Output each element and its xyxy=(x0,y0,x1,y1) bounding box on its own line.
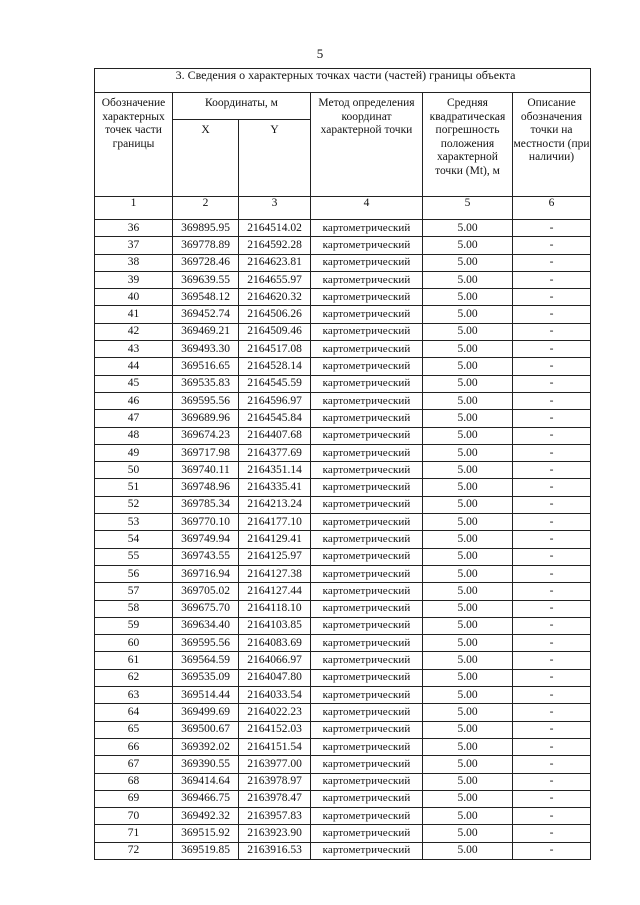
error-value: 5.00 xyxy=(423,721,513,738)
method: картометрический xyxy=(311,842,423,859)
error-value: 5.00 xyxy=(423,548,513,565)
error-value: 5.00 xyxy=(423,496,513,513)
coord-y: 2164592.28 xyxy=(239,237,311,254)
header-x: X xyxy=(173,120,239,197)
description: - xyxy=(513,687,591,704)
coord-x: 369516.65 xyxy=(173,358,239,375)
point-number: 66 xyxy=(95,738,173,755)
error-value: 5.00 xyxy=(423,669,513,686)
column-number: 5 xyxy=(423,197,513,220)
point-number: 61 xyxy=(95,652,173,669)
error-value: 5.00 xyxy=(423,652,513,669)
error-value: 5.00 xyxy=(423,271,513,288)
coord-x: 369515.92 xyxy=(173,825,239,842)
description: - xyxy=(513,652,591,669)
point-number: 62 xyxy=(95,669,173,686)
description: - xyxy=(513,531,591,548)
method: картометрический xyxy=(311,808,423,825)
table-row xyxy=(95,496,591,513)
coord-x: 369564.59 xyxy=(173,652,239,669)
coord-y: 2164066.97 xyxy=(239,652,311,669)
method: картометрический xyxy=(311,462,423,479)
column-number: 3 xyxy=(239,197,311,220)
method: картометрический xyxy=(311,410,423,427)
coord-x: 369392.02 xyxy=(173,738,239,755)
coord-y: 2164083.69 xyxy=(239,635,311,652)
column-number-row xyxy=(95,197,591,220)
table-row xyxy=(95,652,591,669)
coord-y: 2164506.26 xyxy=(239,306,311,323)
point-number: 52 xyxy=(95,496,173,513)
error-value: 5.00 xyxy=(423,773,513,790)
page-number: 5 xyxy=(316,46,324,61)
table-row xyxy=(95,289,591,306)
table-row xyxy=(95,323,591,340)
table-row xyxy=(95,237,591,254)
header-coordinates: Координаты, м xyxy=(173,93,311,120)
description: - xyxy=(513,842,591,859)
coord-x: 369414.64 xyxy=(173,773,239,790)
coord-x: 369466.75 xyxy=(173,790,239,807)
error-value: 5.00 xyxy=(423,392,513,409)
point-number: 42 xyxy=(95,323,173,340)
point-number: 36 xyxy=(95,220,173,237)
table-row xyxy=(95,773,591,790)
coord-x: 369519.85 xyxy=(173,842,239,859)
column-number: 1 xyxy=(95,197,173,220)
method: картометрический xyxy=(311,635,423,652)
point-number: 43 xyxy=(95,341,173,358)
point-number: 37 xyxy=(95,237,173,254)
table-row xyxy=(95,635,591,652)
point-number: 60 xyxy=(95,635,173,652)
description: - xyxy=(513,392,591,409)
method: картометрический xyxy=(311,237,423,254)
coord-y: 2164033.54 xyxy=(239,687,311,704)
coord-y: 2164118.10 xyxy=(239,600,311,617)
coord-y: 2164545.59 xyxy=(239,375,311,392)
coord-x: 369634.40 xyxy=(173,617,239,634)
coord-x: 369674.23 xyxy=(173,427,239,444)
coord-y: 2164103.85 xyxy=(239,617,311,634)
method: картометрический xyxy=(311,721,423,738)
coord-x: 369748.96 xyxy=(173,479,239,496)
coord-y: 2164177.10 xyxy=(239,514,311,531)
description: - xyxy=(513,410,591,427)
error-value: 5.00 xyxy=(423,427,513,444)
table-row xyxy=(95,514,591,531)
table-row xyxy=(95,220,591,237)
point-number: 72 xyxy=(95,842,173,859)
point-number: 50 xyxy=(95,462,173,479)
table-row xyxy=(95,392,591,409)
coord-x: 369452.74 xyxy=(173,306,239,323)
coord-y: 2164022.23 xyxy=(239,704,311,721)
coord-y: 2164125.97 xyxy=(239,548,311,565)
method: картометрический xyxy=(311,652,423,669)
coord-x: 369514.44 xyxy=(173,687,239,704)
method: картометрический xyxy=(311,687,423,704)
table-row xyxy=(95,600,591,617)
method: картометрический xyxy=(311,738,423,755)
description: - xyxy=(513,254,591,271)
table-row xyxy=(95,565,591,582)
column-number: 2 xyxy=(173,197,239,220)
table-row xyxy=(95,687,591,704)
table-row xyxy=(95,583,591,600)
point-number: 57 xyxy=(95,583,173,600)
coord-y: 2164407.68 xyxy=(239,427,311,444)
table-row xyxy=(95,462,591,479)
method: картометрический xyxy=(311,254,423,271)
coord-y: 2163977.00 xyxy=(239,756,311,773)
table-row xyxy=(95,531,591,548)
description: - xyxy=(513,462,591,479)
point-number: 70 xyxy=(95,808,173,825)
coord-y: 2163978.47 xyxy=(239,790,311,807)
section-title: 3. Сведения о характерных точках части (частей) границы объекта xyxy=(95,69,591,93)
coord-y: 2164335.41 xyxy=(239,479,311,496)
error-value: 5.00 xyxy=(423,306,513,323)
error-value: 5.00 xyxy=(423,583,513,600)
table-row xyxy=(95,254,591,271)
error-value: 5.00 xyxy=(423,825,513,842)
coord-x: 369675.70 xyxy=(173,600,239,617)
description: - xyxy=(513,427,591,444)
table-row xyxy=(95,375,591,392)
coord-x: 369778.89 xyxy=(173,237,239,254)
table-row xyxy=(95,669,591,686)
table-row xyxy=(95,410,591,427)
error-value: 5.00 xyxy=(423,617,513,634)
description: - xyxy=(513,323,591,340)
description: - xyxy=(513,514,591,531)
error-value: 5.00 xyxy=(423,410,513,427)
table-row xyxy=(95,738,591,755)
method: картометрический xyxy=(311,289,423,306)
description: - xyxy=(513,375,591,392)
boundary-points-table xyxy=(94,68,591,860)
error-value: 5.00 xyxy=(423,341,513,358)
coord-y: 2164213.24 xyxy=(239,496,311,513)
table-row xyxy=(95,341,591,358)
description: - xyxy=(513,721,591,738)
error-value: 5.00 xyxy=(423,375,513,392)
description: - xyxy=(513,583,591,600)
coord-y: 2164127.44 xyxy=(239,583,311,600)
point-number: 65 xyxy=(95,721,173,738)
point-number: 69 xyxy=(95,790,173,807)
point-number: 58 xyxy=(95,600,173,617)
coord-x: 369535.09 xyxy=(173,669,239,686)
method: картометрический xyxy=(311,514,423,531)
coord-y: 2164545.84 xyxy=(239,410,311,427)
coord-x: 369639.55 xyxy=(173,271,239,288)
coord-x: 369716.94 xyxy=(173,565,239,582)
description: - xyxy=(513,808,591,825)
error-value: 5.00 xyxy=(423,358,513,375)
method: картометрический xyxy=(311,306,423,323)
method: картометрический xyxy=(311,583,423,600)
table-row xyxy=(95,271,591,288)
point-number: 38 xyxy=(95,254,173,271)
coord-x: 369535.83 xyxy=(173,375,239,392)
coord-x: 369770.10 xyxy=(173,514,239,531)
point-number: 51 xyxy=(95,479,173,496)
coord-x: 369390.55 xyxy=(173,756,239,773)
description: - xyxy=(513,600,591,617)
table-row xyxy=(95,756,591,773)
coord-x: 369500.67 xyxy=(173,721,239,738)
error-value: 5.00 xyxy=(423,531,513,548)
error-value: 5.00 xyxy=(423,323,513,340)
point-number: 56 xyxy=(95,565,173,582)
method: картометрический xyxy=(311,790,423,807)
point-number: 54 xyxy=(95,531,173,548)
point-number: 40 xyxy=(95,289,173,306)
coord-y: 2164623.81 xyxy=(239,254,311,271)
description: - xyxy=(513,773,591,790)
method: картометрический xyxy=(311,220,423,237)
method: картометрический xyxy=(311,617,423,634)
point-number: 49 xyxy=(95,444,173,461)
coord-x: 369717.98 xyxy=(173,444,239,461)
description: - xyxy=(513,479,591,496)
method: картометрический xyxy=(311,444,423,461)
coord-x: 369728.46 xyxy=(173,254,239,271)
coord-y: 2164127.38 xyxy=(239,565,311,582)
error-value: 5.00 xyxy=(423,687,513,704)
table-row xyxy=(95,548,591,565)
error-value: 5.00 xyxy=(423,704,513,721)
point-number: 48 xyxy=(95,427,173,444)
coord-y: 2164655.97 xyxy=(239,271,311,288)
coord-x: 369499.69 xyxy=(173,704,239,721)
method: картометрический xyxy=(311,825,423,842)
table-row xyxy=(95,427,591,444)
description: - xyxy=(513,444,591,461)
point-number: 45 xyxy=(95,375,173,392)
error-value: 5.00 xyxy=(423,289,513,306)
description: - xyxy=(513,220,591,237)
point-number: 46 xyxy=(95,392,173,409)
coord-x: 369705.02 xyxy=(173,583,239,600)
coord-x: 369895.95 xyxy=(173,220,239,237)
coord-x: 369469.21 xyxy=(173,323,239,340)
description: - xyxy=(513,617,591,634)
point-number: 53 xyxy=(95,514,173,531)
coord-y: 2164047.80 xyxy=(239,669,311,686)
error-value: 5.00 xyxy=(423,842,513,859)
error-value: 5.00 xyxy=(423,738,513,755)
error-value: 5.00 xyxy=(423,514,513,531)
coord-x: 369493.30 xyxy=(173,341,239,358)
coord-x: 369785.34 xyxy=(173,496,239,513)
coord-y: 2164151.54 xyxy=(239,738,311,755)
description: - xyxy=(513,825,591,842)
column-number: 4 xyxy=(311,197,423,220)
method: картометрический xyxy=(311,600,423,617)
description: - xyxy=(513,565,591,582)
error-value: 5.00 xyxy=(423,220,513,237)
description: - xyxy=(513,635,591,652)
coord-y: 2164351.14 xyxy=(239,462,311,479)
method: картометрический xyxy=(311,496,423,513)
description: - xyxy=(513,496,591,513)
section-title-row xyxy=(95,69,591,93)
method: картометрический xyxy=(311,271,423,288)
table-row xyxy=(95,479,591,496)
description: - xyxy=(513,790,591,807)
point-number: 68 xyxy=(95,773,173,790)
coord-y: 2164596.97 xyxy=(239,392,311,409)
coord-y: 2164514.02 xyxy=(239,220,311,237)
point-number: 47 xyxy=(95,410,173,427)
error-value: 5.00 xyxy=(423,237,513,254)
header-method: Метод определения координат характерной точки xyxy=(311,93,423,197)
method: картометрический xyxy=(311,531,423,548)
error-value: 5.00 xyxy=(423,565,513,582)
point-number: 59 xyxy=(95,617,173,634)
table-row xyxy=(95,704,591,721)
coord-x: 369689.96 xyxy=(173,410,239,427)
point-number: 64 xyxy=(95,704,173,721)
method: картометрический xyxy=(311,341,423,358)
coord-y: 2164129.41 xyxy=(239,531,311,548)
method: картометрический xyxy=(311,375,423,392)
coord-y: 2164509.46 xyxy=(239,323,311,340)
point-number: 41 xyxy=(95,306,173,323)
error-value: 5.00 xyxy=(423,254,513,271)
method: картометрический xyxy=(311,323,423,340)
table-body xyxy=(95,220,591,860)
error-value: 5.00 xyxy=(423,808,513,825)
header-row xyxy=(95,93,591,120)
coord-x: 369548.12 xyxy=(173,289,239,306)
error-value: 5.00 xyxy=(423,756,513,773)
point-number: 55 xyxy=(95,548,173,565)
description: - xyxy=(513,704,591,721)
description: - xyxy=(513,669,591,686)
description: - xyxy=(513,341,591,358)
coord-y: 2164377.69 xyxy=(239,444,311,461)
coord-x: 369740.11 xyxy=(173,462,239,479)
table-row xyxy=(95,790,591,807)
description: - xyxy=(513,738,591,755)
point-number: 39 xyxy=(95,271,173,288)
method: картометрический xyxy=(311,548,423,565)
error-value: 5.00 xyxy=(423,790,513,807)
table-row xyxy=(95,808,591,825)
table-row xyxy=(95,842,591,859)
point-number: 67 xyxy=(95,756,173,773)
coord-y: 2163978.97 xyxy=(239,773,311,790)
column-number: 6 xyxy=(513,197,591,220)
table-row xyxy=(95,444,591,461)
coord-y: 2164517.08 xyxy=(239,341,311,358)
error-value: 5.00 xyxy=(423,635,513,652)
table-row xyxy=(95,306,591,323)
coord-x: 369595.56 xyxy=(173,392,239,409)
table-row xyxy=(95,358,591,375)
error-value: 5.00 xyxy=(423,462,513,479)
coord-y: 2164620.32 xyxy=(239,289,311,306)
coord-x: 369749.94 xyxy=(173,531,239,548)
table-row xyxy=(95,617,591,634)
description: - xyxy=(513,289,591,306)
description: - xyxy=(513,358,591,375)
coord-x: 369595.56 xyxy=(173,635,239,652)
method: картометрический xyxy=(311,392,423,409)
header-y: Y xyxy=(239,120,311,197)
method: картометрический xyxy=(311,427,423,444)
method: картометрический xyxy=(311,358,423,375)
coord-y: 2163916.53 xyxy=(239,842,311,859)
method: картометрический xyxy=(311,565,423,582)
method: картометрический xyxy=(311,479,423,496)
table-row xyxy=(95,825,591,842)
point-number: 44 xyxy=(95,358,173,375)
description: - xyxy=(513,306,591,323)
coord-y: 2163957.83 xyxy=(239,808,311,825)
coord-x: 369743.55 xyxy=(173,548,239,565)
description: - xyxy=(513,237,591,254)
coord-x: 369492.32 xyxy=(173,808,239,825)
point-number: 63 xyxy=(95,687,173,704)
point-number: 71 xyxy=(95,825,173,842)
method: картометрический xyxy=(311,756,423,773)
description: - xyxy=(513,548,591,565)
header-error: Средняя квадратическая погрешность положения характерной точки (Mt), м xyxy=(423,93,513,197)
method: картометрический xyxy=(311,773,423,790)
description: - xyxy=(513,756,591,773)
coord-y: 2163923.90 xyxy=(239,825,311,842)
method: картометрический xyxy=(311,669,423,686)
coord-y: 2164152.03 xyxy=(239,721,311,738)
method: картометрический xyxy=(311,704,423,721)
header-description: Описание обозначения точки на местности (при наличии) xyxy=(513,93,591,197)
table-row xyxy=(95,721,591,738)
error-value: 5.00 xyxy=(423,479,513,496)
error-value: 5.00 xyxy=(423,600,513,617)
error-value: 5.00 xyxy=(423,444,513,461)
header-point: Обозначение характерных точек части границы xyxy=(95,93,173,197)
description: - xyxy=(513,271,591,288)
coord-y: 2164528.14 xyxy=(239,358,311,375)
